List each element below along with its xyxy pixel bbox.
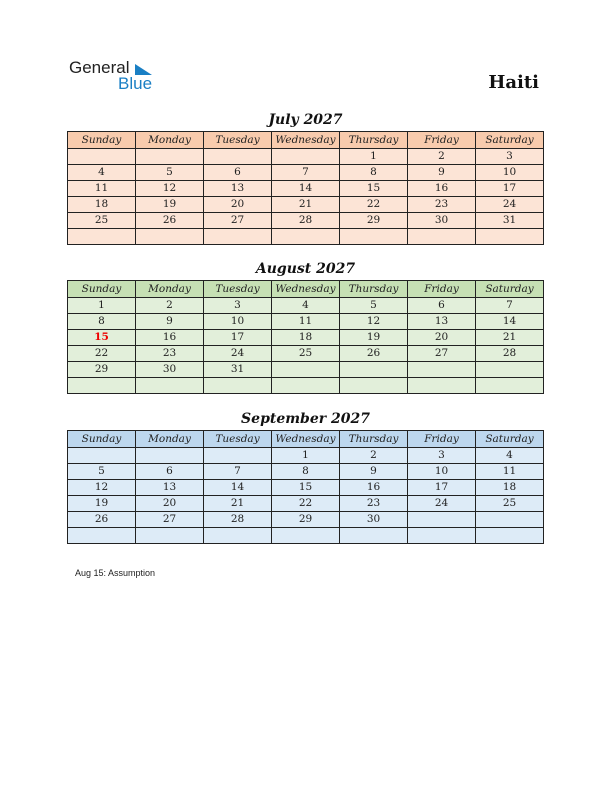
date-cell: 15 <box>272 480 340 496</box>
date-cell: 10 <box>476 165 544 181</box>
date-cell: 17 <box>204 330 272 346</box>
week-row <box>68 448 544 464</box>
date-cell: 19 <box>136 197 204 213</box>
month-september <box>67 410 544 544</box>
date-cell: 16 <box>136 330 204 346</box>
date-cell: 25 <box>476 496 544 512</box>
date-cell: 12 <box>68 480 136 496</box>
date-cell: 19 <box>340 330 408 346</box>
date-cell: 26 <box>340 346 408 362</box>
date-cell: 13 <box>408 314 476 330</box>
date-cell <box>408 229 476 245</box>
date-cell: 22 <box>340 197 408 213</box>
date-cell: 27 <box>408 346 476 362</box>
date-cell: 3 <box>476 149 544 165</box>
date-cell: 5 <box>136 165 204 181</box>
date-cell: 18 <box>272 330 340 346</box>
date-cell: 2 <box>340 448 408 464</box>
date-cell: 18 <box>68 197 136 213</box>
date-cell <box>340 362 408 378</box>
month-title: July 2027 <box>268 112 343 128</box>
month-title: August 2027 <box>255 261 356 277</box>
date-cell <box>68 229 136 245</box>
date-cell: 7 <box>272 165 340 181</box>
weekday-header: Sunday <box>68 132 136 149</box>
weekday-header: Friday <box>408 132 476 149</box>
date-cell: 18 <box>476 480 544 496</box>
date-cell: 17 <box>476 181 544 197</box>
date-cell: 14 <box>204 480 272 496</box>
date-cell: 17 <box>408 480 476 496</box>
date-cell: 24 <box>204 346 272 362</box>
week-row <box>68 165 544 181</box>
date-cell <box>204 448 272 464</box>
date-cell: 8 <box>68 314 136 330</box>
date-cell <box>272 362 340 378</box>
logo-triangle-icon <box>135 64 152 75</box>
weekday-header: Sunday <box>68 281 136 298</box>
weekday-header: Thursday <box>340 431 408 448</box>
date-cell: 31 <box>204 362 272 378</box>
weekday-header: Thursday <box>340 132 408 149</box>
weekday-header: Tuesday <box>204 132 272 149</box>
month-august <box>67 260 544 394</box>
date-cell: 8 <box>272 464 340 480</box>
date-cell <box>136 378 204 394</box>
date-cell <box>408 378 476 394</box>
date-cell: 20 <box>204 197 272 213</box>
weekday-header: Friday <box>408 431 476 448</box>
date-cell <box>136 528 204 544</box>
date-cell <box>68 378 136 394</box>
date-cell: 12 <box>136 181 204 197</box>
date-cell: 14 <box>272 181 340 197</box>
week-row <box>68 496 544 512</box>
date-cell: 23 <box>408 197 476 213</box>
date-cell: 3 <box>408 448 476 464</box>
date-cell: 8 <box>340 165 408 181</box>
week-row <box>68 330 544 346</box>
date-cell: 16 <box>340 480 408 496</box>
date-cell: 9 <box>408 165 476 181</box>
week-row <box>68 213 544 229</box>
date-cell: 9 <box>340 464 408 480</box>
weekday-header: Tuesday <box>204 431 272 448</box>
weekday-header: Saturday <box>476 132 544 149</box>
date-cell: 23 <box>340 496 408 512</box>
date-cell: 23 <box>136 346 204 362</box>
date-cell <box>476 229 544 245</box>
date-cell: 21 <box>476 330 544 346</box>
week-row <box>68 298 544 314</box>
date-cell: 5 <box>68 464 136 480</box>
date-cell: 4 <box>476 448 544 464</box>
date-cell: 25 <box>68 213 136 229</box>
date-cell <box>136 149 204 165</box>
date-cell: 24 <box>476 197 544 213</box>
date-cell: 24 <box>408 496 476 512</box>
weekday-header: Wednesday <box>272 431 340 448</box>
date-cell: 4 <box>68 165 136 181</box>
week-row <box>68 378 544 394</box>
date-cell: 9 <box>136 314 204 330</box>
date-cell: 16 <box>408 181 476 197</box>
date-cell <box>68 149 136 165</box>
month-grid <box>67 430 544 544</box>
date-cell: 30 <box>408 213 476 229</box>
holiday-note: Aug 15: Assumption <box>75 568 156 578</box>
date-cell: 29 <box>272 512 340 528</box>
weekday-header: Monday <box>136 281 204 298</box>
date-cell <box>476 378 544 394</box>
generalblue-logo <box>69 60 152 92</box>
date-cell: 2 <box>408 149 476 165</box>
date-cell: 1 <box>272 448 340 464</box>
holiday-date-cell: 15 <box>68 330 136 346</box>
date-cell: 29 <box>340 213 408 229</box>
date-cell <box>204 378 272 394</box>
date-cell: 26 <box>136 213 204 229</box>
month-title: September 2027 <box>241 411 370 427</box>
week-row <box>68 149 544 165</box>
week-row <box>68 528 544 544</box>
week-row <box>68 480 544 496</box>
date-cell: 28 <box>204 512 272 528</box>
date-cell <box>68 448 136 464</box>
weekday-header: Wednesday <box>272 132 340 149</box>
date-cell <box>204 229 272 245</box>
weekday-header: Saturday <box>476 281 544 298</box>
date-cell: 20 <box>408 330 476 346</box>
date-cell: 22 <box>272 496 340 512</box>
weekday-header: Friday <box>408 281 476 298</box>
country-title: Haiti <box>488 72 539 93</box>
date-cell: 4 <box>272 298 340 314</box>
date-cell: 15 <box>340 181 408 197</box>
logo-word-general: General <box>69 58 130 77</box>
week-row <box>68 362 544 378</box>
week-row <box>68 464 544 480</box>
date-cell: 7 <box>476 298 544 314</box>
date-cell: 27 <box>136 512 204 528</box>
date-cell: 6 <box>408 298 476 314</box>
week-row <box>68 346 544 362</box>
week-row <box>68 197 544 213</box>
weekday-header: Monday <box>136 431 204 448</box>
date-cell <box>272 528 340 544</box>
month-july <box>67 111 544 245</box>
date-cell: 22 <box>68 346 136 362</box>
date-cell: 5 <box>340 298 408 314</box>
date-cell: 21 <box>204 496 272 512</box>
date-cell <box>408 362 476 378</box>
date-cell: 14 <box>476 314 544 330</box>
date-cell: 30 <box>340 512 408 528</box>
date-cell: 25 <box>272 346 340 362</box>
date-cell <box>136 448 204 464</box>
weekday-header: Thursday <box>340 281 408 298</box>
weekday-header: Sunday <box>68 431 136 448</box>
date-cell <box>408 512 476 528</box>
weekday-header-row <box>68 281 544 298</box>
date-cell: 31 <box>476 213 544 229</box>
date-cell: 30 <box>136 362 204 378</box>
date-cell <box>204 528 272 544</box>
date-cell <box>136 229 204 245</box>
logo-word-blue: Blue <box>118 74 153 93</box>
weekday-header: Wednesday <box>272 281 340 298</box>
date-cell: 27 <box>204 213 272 229</box>
date-cell: 19 <box>68 496 136 512</box>
date-cell: 6 <box>136 464 204 480</box>
week-row <box>68 314 544 330</box>
date-cell: 3 <box>204 298 272 314</box>
date-cell: 2 <box>136 298 204 314</box>
date-cell <box>68 528 136 544</box>
date-cell <box>272 378 340 394</box>
month-grid <box>67 280 544 394</box>
weekday-header: Tuesday <box>204 281 272 298</box>
week-row <box>68 181 544 197</box>
date-cell <box>272 229 340 245</box>
date-cell <box>408 528 476 544</box>
weekday-header-row <box>68 431 544 448</box>
date-cell: 21 <box>272 197 340 213</box>
date-cell <box>476 512 544 528</box>
date-cell: 10 <box>204 314 272 330</box>
weekday-header-row <box>68 132 544 149</box>
date-cell <box>272 149 340 165</box>
date-cell <box>340 528 408 544</box>
date-cell <box>340 378 408 394</box>
date-cell: 13 <box>204 181 272 197</box>
week-row <box>68 512 544 528</box>
date-cell: 1 <box>68 298 136 314</box>
date-cell: 13 <box>136 480 204 496</box>
date-cell: 20 <box>136 496 204 512</box>
date-cell: 11 <box>272 314 340 330</box>
date-cell: 11 <box>68 181 136 197</box>
weekday-header: Monday <box>136 132 204 149</box>
date-cell: 1 <box>340 149 408 165</box>
date-cell <box>204 149 272 165</box>
date-cell: 12 <box>340 314 408 330</box>
date-cell: 28 <box>476 346 544 362</box>
date-cell: 6 <box>204 165 272 181</box>
month-grid <box>67 131 544 245</box>
date-cell: 10 <box>408 464 476 480</box>
week-row <box>68 229 544 245</box>
weekday-header: Saturday <box>476 431 544 448</box>
date-cell: 28 <box>272 213 340 229</box>
date-cell <box>476 528 544 544</box>
date-cell: 29 <box>68 362 136 378</box>
date-cell: 11 <box>476 464 544 480</box>
date-cell <box>340 229 408 245</box>
date-cell: 26 <box>68 512 136 528</box>
date-cell: 7 <box>204 464 272 480</box>
date-cell <box>476 362 544 378</box>
